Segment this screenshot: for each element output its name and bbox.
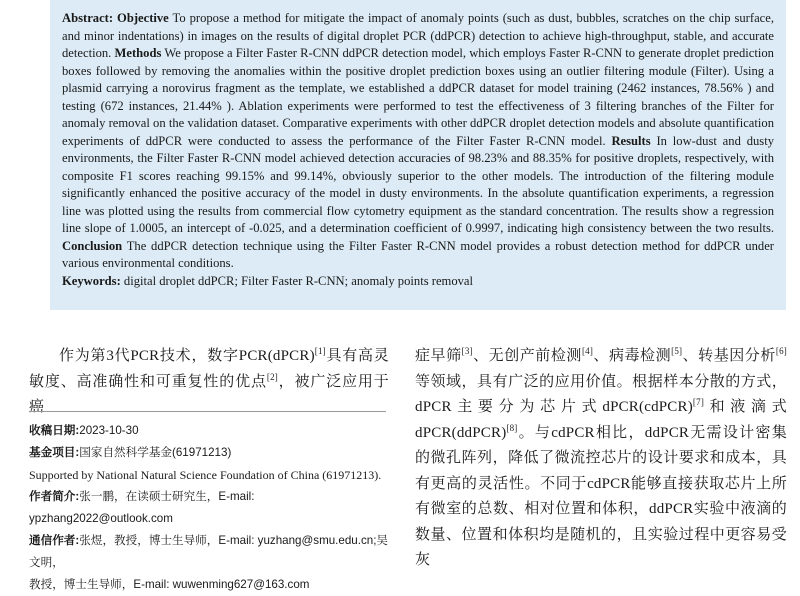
citation-ref[interactable]: [1] [314, 346, 326, 356]
body-text: 和液滴式dPCR(ddPCR) [415, 399, 787, 441]
citation-ref[interactable]: [5] [671, 346, 683, 356]
right-column [415, 344, 787, 574]
citation-ref[interactable]: [3] [461, 346, 473, 356]
body-text: 等领域，具有广泛的应用价值。根据样本分散的方式，dPCR主要分为芯片式dPCR(cdPCR) [415, 373, 787, 415]
citation-ref[interactable]: [8] [506, 422, 518, 433]
body-text: 症早筛 [415, 348, 462, 364]
intro-text-3: ，被广泛应用于癌 [29, 373, 389, 415]
methods-text: We propose a Filter Faster R-CNN ddPCR detection model, which employs Faster R-CNN to generate droplet prediction boxes followed by removing the anomalies within the positive droplet prediction boxes using an outlier filtering module (Filter). Using a plasmid carrying a norovirus fragment as the template, we established a ddPCR dataset for model training (2462 instances, 78.56% ) and testing (672 instances, 21.44% ). Ablation experiments were performed to test the effectiveness of 3 filtering branches of the Filter for anomaly removal on the validation dataset. Comparative experiments with other ddPCR droplet detection models and absolute quantification experiments of ddPCR were conducted to assess the performance of the Filter Faster R-CNN model. [62, 46, 774, 148]
body-text: 。与cdPCR相比，ddPCR无需设计密集的微孔阵列，降低了微流控芯片的设计要求和成本，具有更高的灵活性。不同于cdPCR能够直接获取芯片上所有微室的总数、相对位置和体积，ddPCR实验中液滴的数量、位置和体积均是随机的，且实验过程中更容易受灰 [415, 424, 787, 568]
citation-ref[interactable]: [6] [775, 346, 788, 356]
corresponding-author: 通信作者:张煜，教授，博士生导师，E-mail: yuzhang@smu.edu.cn;吴文明， 教授，博士生导师，E-mail: wuwenming627@163.com [29, 534, 389, 591]
body-paragraph [415, 344, 787, 574]
results-label: Results [611, 133, 651, 148]
fund-info: 基金项目:国家自然科学基金(61971213) [29, 446, 232, 459]
article-metadata [29, 420, 389, 596]
keywords-text: digital droplet ddPCR; Filter Faster R-CNN; anomaly points removal [120, 273, 474, 288]
author-info: 作者简介:张一鹏，在读硕士研究生，E-mail: ypzhang2022@outlook.com [29, 490, 255, 525]
body-text: 、病毒检测 [593, 348, 672, 364]
objective-text: To propose a method for mitigate the impact of anomaly points (such as dust, bubbles, scratches on the chip surface, and minor indentations) in images on the results of digital droplet PCR (ddPCR) detection to achieve high-throughput, stable, and accurate detection. [62, 11, 774, 60]
conclusion-text: The ddPCR detection technique using the Filter Faster R-CNN model provides a robust detection method for ddPCR under various environmental conditions. [62, 238, 774, 270]
results-text: In low-dust and dusty environments, the Filter Faster R-CNN model achieved detection accuracies of 98.23% and 88.35% for positive droplets, respectively, with composite F1 scores reaching 99.15% and 99.14%, obviously superior to the other models. The introduction of the filtering module significantly enhanced the positive accuracy of the model in dusty environments. In the absolute quantification experiments, a regression line was plotted using the results from commercial flow cytometry equipment as the standard concentration. The results show a regression line slope of 1.0005, an intercept of -0.025, and a determination coefficient of 0.9997, indicating high consistency between the two results. [62, 133, 774, 235]
body-text: 、无创产前检测 [472, 348, 582, 364]
body-text: 、转基因分析 [682, 348, 776, 364]
footnote-divider [29, 411, 386, 412]
left-column [29, 344, 389, 421]
objective-label: Abstract: Objective [62, 11, 169, 25]
abstract-box [50, 0, 786, 310]
citation-ref[interactable]: [7] [692, 397, 705, 407]
fund-info-en: Supported by National Natural Science Foundation of China (61971213). [29, 468, 382, 482]
received-date: 收稿日期:2023-10-30 [29, 424, 139, 437]
methods-label: Methods [114, 46, 162, 60]
intro-paragraph [29, 344, 389, 421]
intro-text-1: 作为第3代PCR技术，数字PCR(dPCR) [59, 348, 315, 364]
keywords-label: Keywords: [62, 273, 121, 288]
citation-ref[interactable]: [2] [266, 371, 278, 382]
conclusion-label: Conclusion [62, 238, 123, 253]
intro-text-2: 具有高灵敏度、高准确性和可重复性的优点 [29, 348, 389, 390]
citation-ref[interactable]: [4] [581, 346, 594, 356]
